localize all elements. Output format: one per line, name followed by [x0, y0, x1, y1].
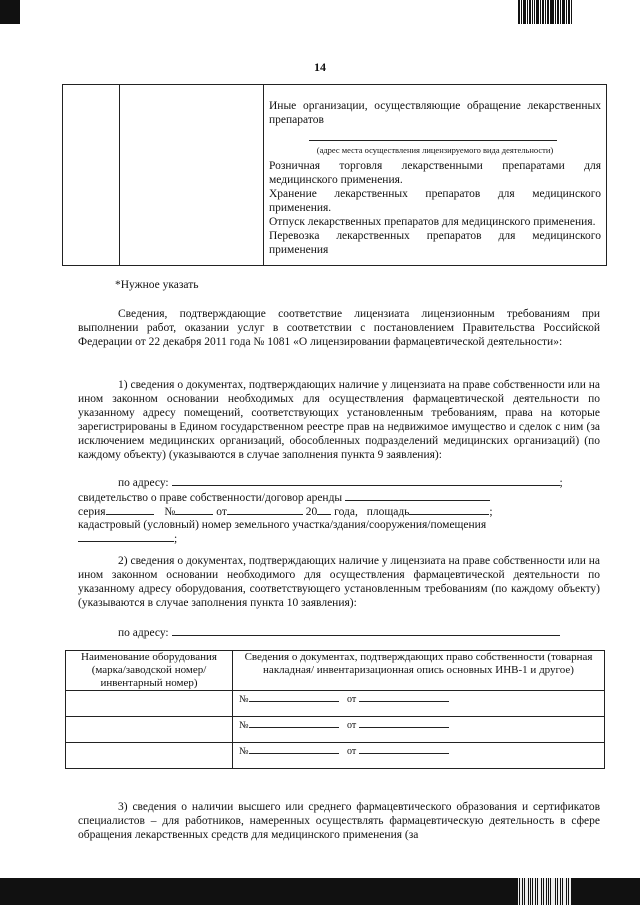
activity-line: Иные организации, осуществляющие обращение лекарственных препаратов [269, 100, 601, 126]
series-label: серия [78, 506, 106, 518]
page-number: 14 [314, 60, 326, 74]
section-1-address-row: по адресу: ; [118, 477, 563, 489]
number-label: № [239, 694, 249, 705]
top-barcode [518, 0, 572, 24]
address-blank-line [309, 130, 557, 141]
area-label: площадь [366, 506, 410, 518]
address-field[interactable] [172, 475, 560, 486]
document-cell[interactable] [233, 743, 605, 769]
section-3-text: 3) сведения о наличии высшего или среднего фармацевтического образования и сертификатов специалистов – для работников, намеренных осуществлять фармацевтическую деятельность в сфере обращения лекарственных средств для медицинского применения (за [78, 801, 600, 841]
from-label: от [347, 694, 357, 705]
table-row [66, 743, 605, 769]
number-label: № [164, 506, 176, 518]
bottom-barcode [518, 878, 571, 905]
number-label: № [239, 720, 249, 731]
address-label: по адресу: [118, 627, 169, 639]
equipment-cell[interactable] [66, 691, 233, 717]
certificate-field[interactable] [345, 490, 490, 501]
number-label: № [239, 746, 249, 757]
intro-paragraph: Сведения, подтверждающие соответствие лицензиата лицензионным требованиям при выполнении работ, оказании услуг в соответствии с постановлением Правительства Российской Федерации от 22 декабря 2011 года № 1081 «О лицензировании фармацевтической деятельности»: [78, 308, 600, 348]
scan-bottom-strip [0, 878, 640, 905]
date-field[interactable] [227, 504, 303, 515]
cadastral-field[interactable] [78, 531, 174, 542]
equipment-cell[interactable] [66, 743, 233, 769]
from-label: от [347, 720, 357, 731]
table-row [66, 717, 605, 743]
from-label: от [216, 506, 227, 518]
cadastral-label: кадастровый (условный) номер земельного участка/здания/сооружения/помещения [78, 519, 487, 531]
address-note: (адрес места осуществления лицензируемого вида деятельности) [316, 145, 554, 155]
table-divider [119, 85, 120, 265]
scan-corner-mark [0, 0, 20, 24]
document-cell[interactable] [233, 717, 605, 743]
activity-line: Отпуск лекарственных препаратов для медицинского применения. [269, 216, 596, 228]
section-1-text: 1) сведения о документах, подтверждающих наличие у лицензиата на праве собственности или на ином законном основании необходимых для осуществления фармацевтической деятельности по указанному адресу помещений, соответствующих установленным требованиям, права на которые зарегистрированы в Едином государственном реестре прав на недвижимое имущество и сделок с ним (за исключением медицинских организаций, обособленных подразделений медицинских организаций) (по каждому объекту) (указываются в случае заполнения пункта 9 заявления): [78, 379, 600, 461]
series-field[interactable] [106, 504, 154, 515]
document-cell[interactable] [233, 691, 605, 717]
footnote: *Нужное указать [115, 279, 199, 291]
year-field[interactable] [317, 504, 331, 515]
area-field[interactable] [409, 504, 489, 515]
year-suffix: года, [334, 506, 358, 518]
section-2-text: 2) сведения о документах, подтверждающих наличие у лицензиата на праве собственности или на ином законном основании необходимого для осуществления фармацевтической деятельности по указанному адресу оборудования, соответствующего установленным требованиям (по каждому объекту) (указываются в случае заполнения пункта 10 заявления): [78, 555, 600, 609]
certificate-label: свидетельство о праве собственности/договор аренды [78, 492, 343, 504]
section-2-address-row [118, 625, 598, 640]
address-label: по адресу: [118, 477, 169, 489]
equipment-col-header: Наименование оборудования (марка/заводской номер/ инвентарный номер) [66, 651, 233, 691]
activity-line: Розничная торговля лекарственными препаратами для медицинского применения. [269, 160, 601, 186]
activity-list [269, 99, 601, 257]
license-activity-table [62, 84, 607, 266]
equipment-cell[interactable] [66, 717, 233, 743]
number-field[interactable] [175, 504, 213, 515]
scan-top-strip [0, 0, 640, 24]
cadastral-row: ; [78, 531, 177, 546]
table-row [66, 691, 605, 717]
table-divider [263, 85, 264, 265]
activity-line: Перевозка лекарственных препаратов для медицинского применения [269, 230, 601, 256]
equipment-table [65, 650, 605, 769]
activity-line: Хранение лекарственных препаратов для медицинского применения. [269, 188, 601, 214]
series-row: серия № от 20 года, площадь ; [78, 506, 493, 518]
documents-col-header: Сведения о документах, подтверждающих право собственности (товарная накладная/ инвентаризационная опись основных ИНВ-1 и другое) [233, 651, 605, 691]
from-label: от [347, 746, 357, 757]
address-field[interactable] [172, 625, 560, 636]
year-label: 20 [305, 506, 318, 518]
certificate-row [78, 490, 608, 505]
